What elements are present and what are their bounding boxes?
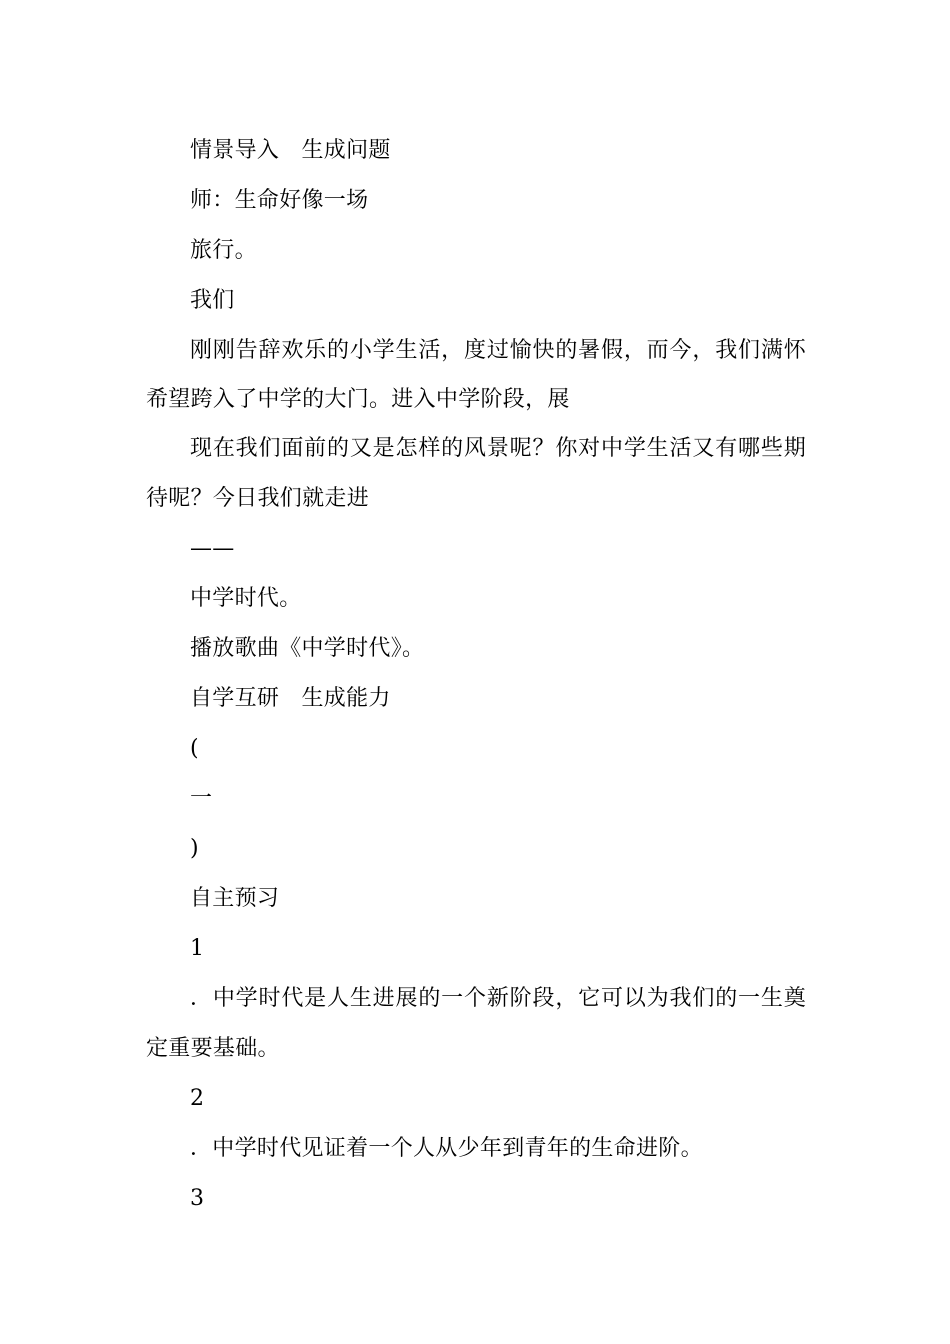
subsection-heading: 自主预习 [190,886,280,911]
text-line: 定重要基础。 [146,1036,280,1061]
text-line: 旅行。 [190,238,257,263]
list-number: 3 [190,1186,205,1211]
text-line: ( [190,736,199,761]
text-line: 我们 [190,288,235,313]
text-line: ．中学时代见证着一个人从少年到青年的生命进阶。 [190,1136,703,1161]
list-number: 1 [190,936,205,961]
section-heading-scenario: 情景导入 生成问题 [190,138,391,163]
text-line: ．中学时代是人生进展的一个新阶段，它可以为我们的一生奠 [190,986,806,1011]
text-line: 播放歌曲《中学时代》。 [190,636,425,661]
text-line: 中学时代。 [190,586,302,611]
text-line: 刚刚告辞欢乐的小学生活，度过愉快的暑假，而今，我们满怀 [190,338,806,363]
text-line: 一 [190,786,213,811]
text-line: 希望跨入了中学的大门。进入中学阶段，展 [146,387,570,412]
text-line: 待呢？今日我们就走进 [146,486,370,511]
text-line: —— [190,536,235,561]
text-line: ) [190,836,199,861]
section-heading-self-study: 自学互研 生成能力 [190,686,391,711]
list-number: 2 [190,1086,205,1111]
text-line: 师：生命好像一场 [190,188,369,213]
text-line: 现在我们面前的又是怎样的风景呢？你对中学生活又有哪些期 [190,436,806,461]
